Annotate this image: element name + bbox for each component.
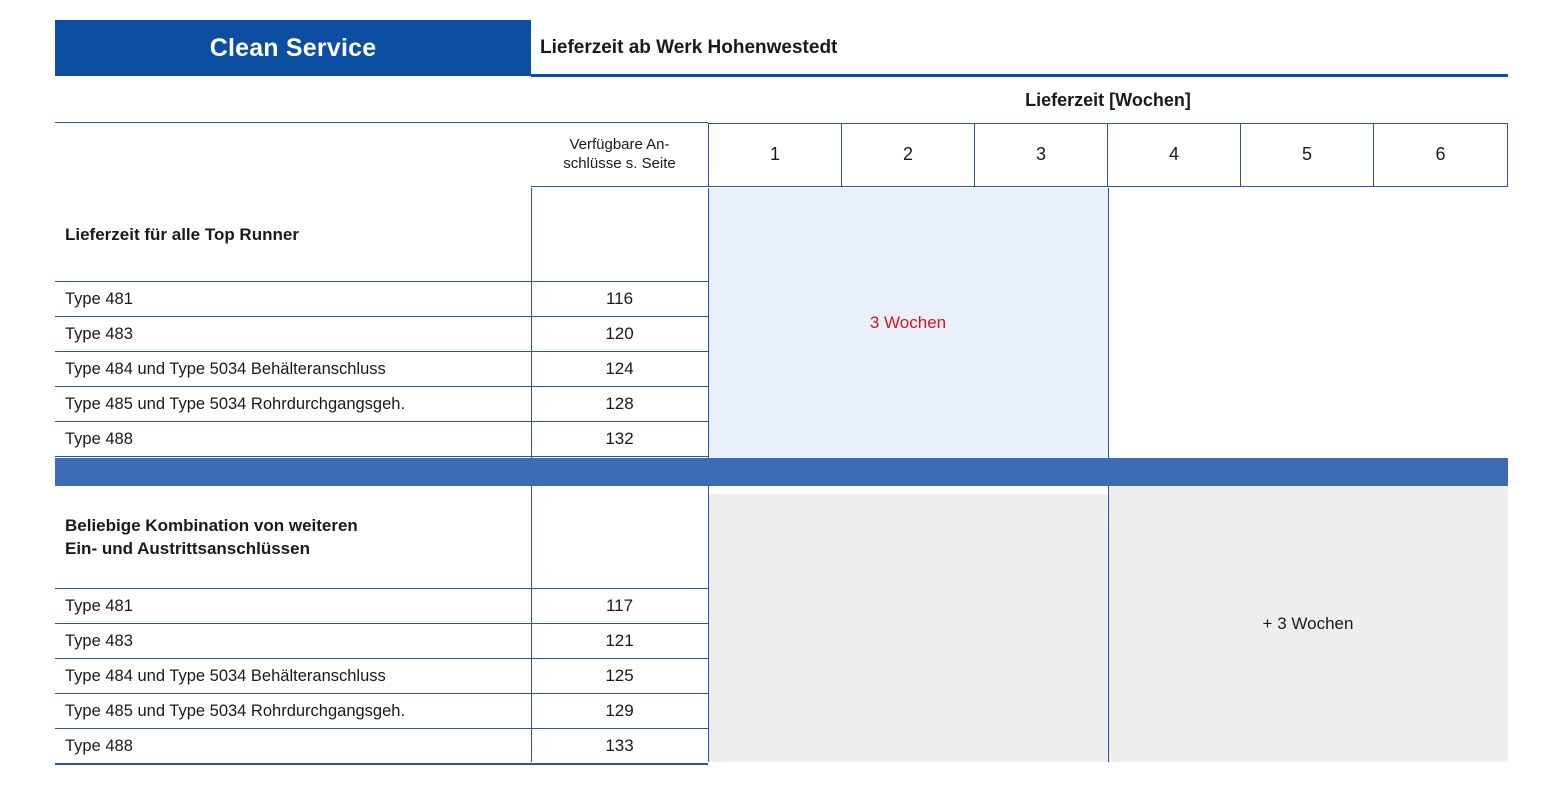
section-2-panel-left bbox=[708, 494, 1108, 762]
connections-column-header bbox=[531, 123, 708, 187]
table-row-page-1-3: 124 bbox=[531, 352, 708, 387]
column-group-header: Lieferzeit [Wochen] bbox=[708, 77, 1508, 124]
table-row-name-2-5: Type 488 bbox=[55, 729, 531, 764]
column-separator-weeks-1 bbox=[708, 188, 709, 458]
table-row-page-2-3: 125 bbox=[531, 659, 708, 694]
table-row-name-1-1: Type 481 bbox=[55, 282, 531, 317]
section-2-title bbox=[55, 490, 531, 586]
section-1-title: Lieferzeit für alle Top Runner bbox=[65, 224, 299, 244]
table-row-page-2-2: 121 bbox=[531, 624, 708, 659]
connections-header-line2: schlüsse s. Seite bbox=[563, 154, 676, 172]
table-row-name-1-4: Type 485 und Type 5034 Rohrdurchgangsgeh. bbox=[55, 387, 531, 422]
page-title: Lieferzeit ab Werk Hohenwestedt bbox=[540, 37, 838, 58]
table-row-name-1-3: Type 484 und Type 5034 Behälteranschluss bbox=[55, 352, 531, 387]
week-column-header-5: 5 bbox=[1241, 123, 1374, 187]
week-column-header-4: 4 bbox=[1108, 123, 1241, 187]
column-separator-weeks-2 bbox=[708, 486, 709, 762]
table-row-page-1-4: 128 bbox=[531, 387, 708, 422]
table-row-page-2-4: 129 bbox=[531, 694, 708, 729]
section-2-title-line1: Beliebige Kombination von weiteren bbox=[65, 516, 358, 536]
week-column-header-3: 3 bbox=[975, 123, 1108, 187]
column-separator-week3-2 bbox=[1108, 486, 1109, 762]
table-row-page-2-5: 133 bbox=[531, 729, 708, 764]
connections-header-line1: Verfügbare An- bbox=[569, 135, 670, 153]
table-row-page-1-2: 120 bbox=[531, 317, 708, 352]
table-row-name-2-4: Type 485 und Type 5034 Rohrdurchgangsgeh. bbox=[55, 694, 531, 729]
table-row-name-2-1: Type 481 bbox=[55, 589, 531, 624]
week-column-header-2: 2 bbox=[842, 123, 975, 187]
table-row-name-2-3: Type 484 und Type 5034 Behälteranschluss bbox=[55, 659, 531, 694]
brand-title: Clean Service bbox=[209, 33, 377, 62]
table-row-name-1-5: Type 488 bbox=[55, 422, 531, 457]
table-row-page-1-1: 116 bbox=[531, 282, 708, 317]
brand-banner bbox=[55, 20, 531, 76]
table-row-page-2-1: 117 bbox=[531, 589, 708, 624]
table-row-page-1-5: 132 bbox=[531, 422, 708, 457]
section-2-duration-panel: + 3 Wochen bbox=[1108, 486, 1508, 762]
table-bottom-rule bbox=[55, 764, 708, 765]
section-divider-band bbox=[55, 458, 1508, 486]
section-1-duration-panel: 3 Wochen bbox=[708, 188, 1108, 458]
table-row-name-2-2: Type 483 bbox=[55, 624, 531, 659]
section-2-title-line2: Ein- und Austrittsanschlüssen bbox=[65, 539, 310, 558]
week-column-header-1: 1 bbox=[708, 123, 842, 187]
table-row-name-1-2: Type 483 bbox=[55, 317, 531, 352]
week-column-header-6: 6 bbox=[1374, 123, 1508, 187]
column-separator-week3-1 bbox=[1108, 188, 1109, 458]
